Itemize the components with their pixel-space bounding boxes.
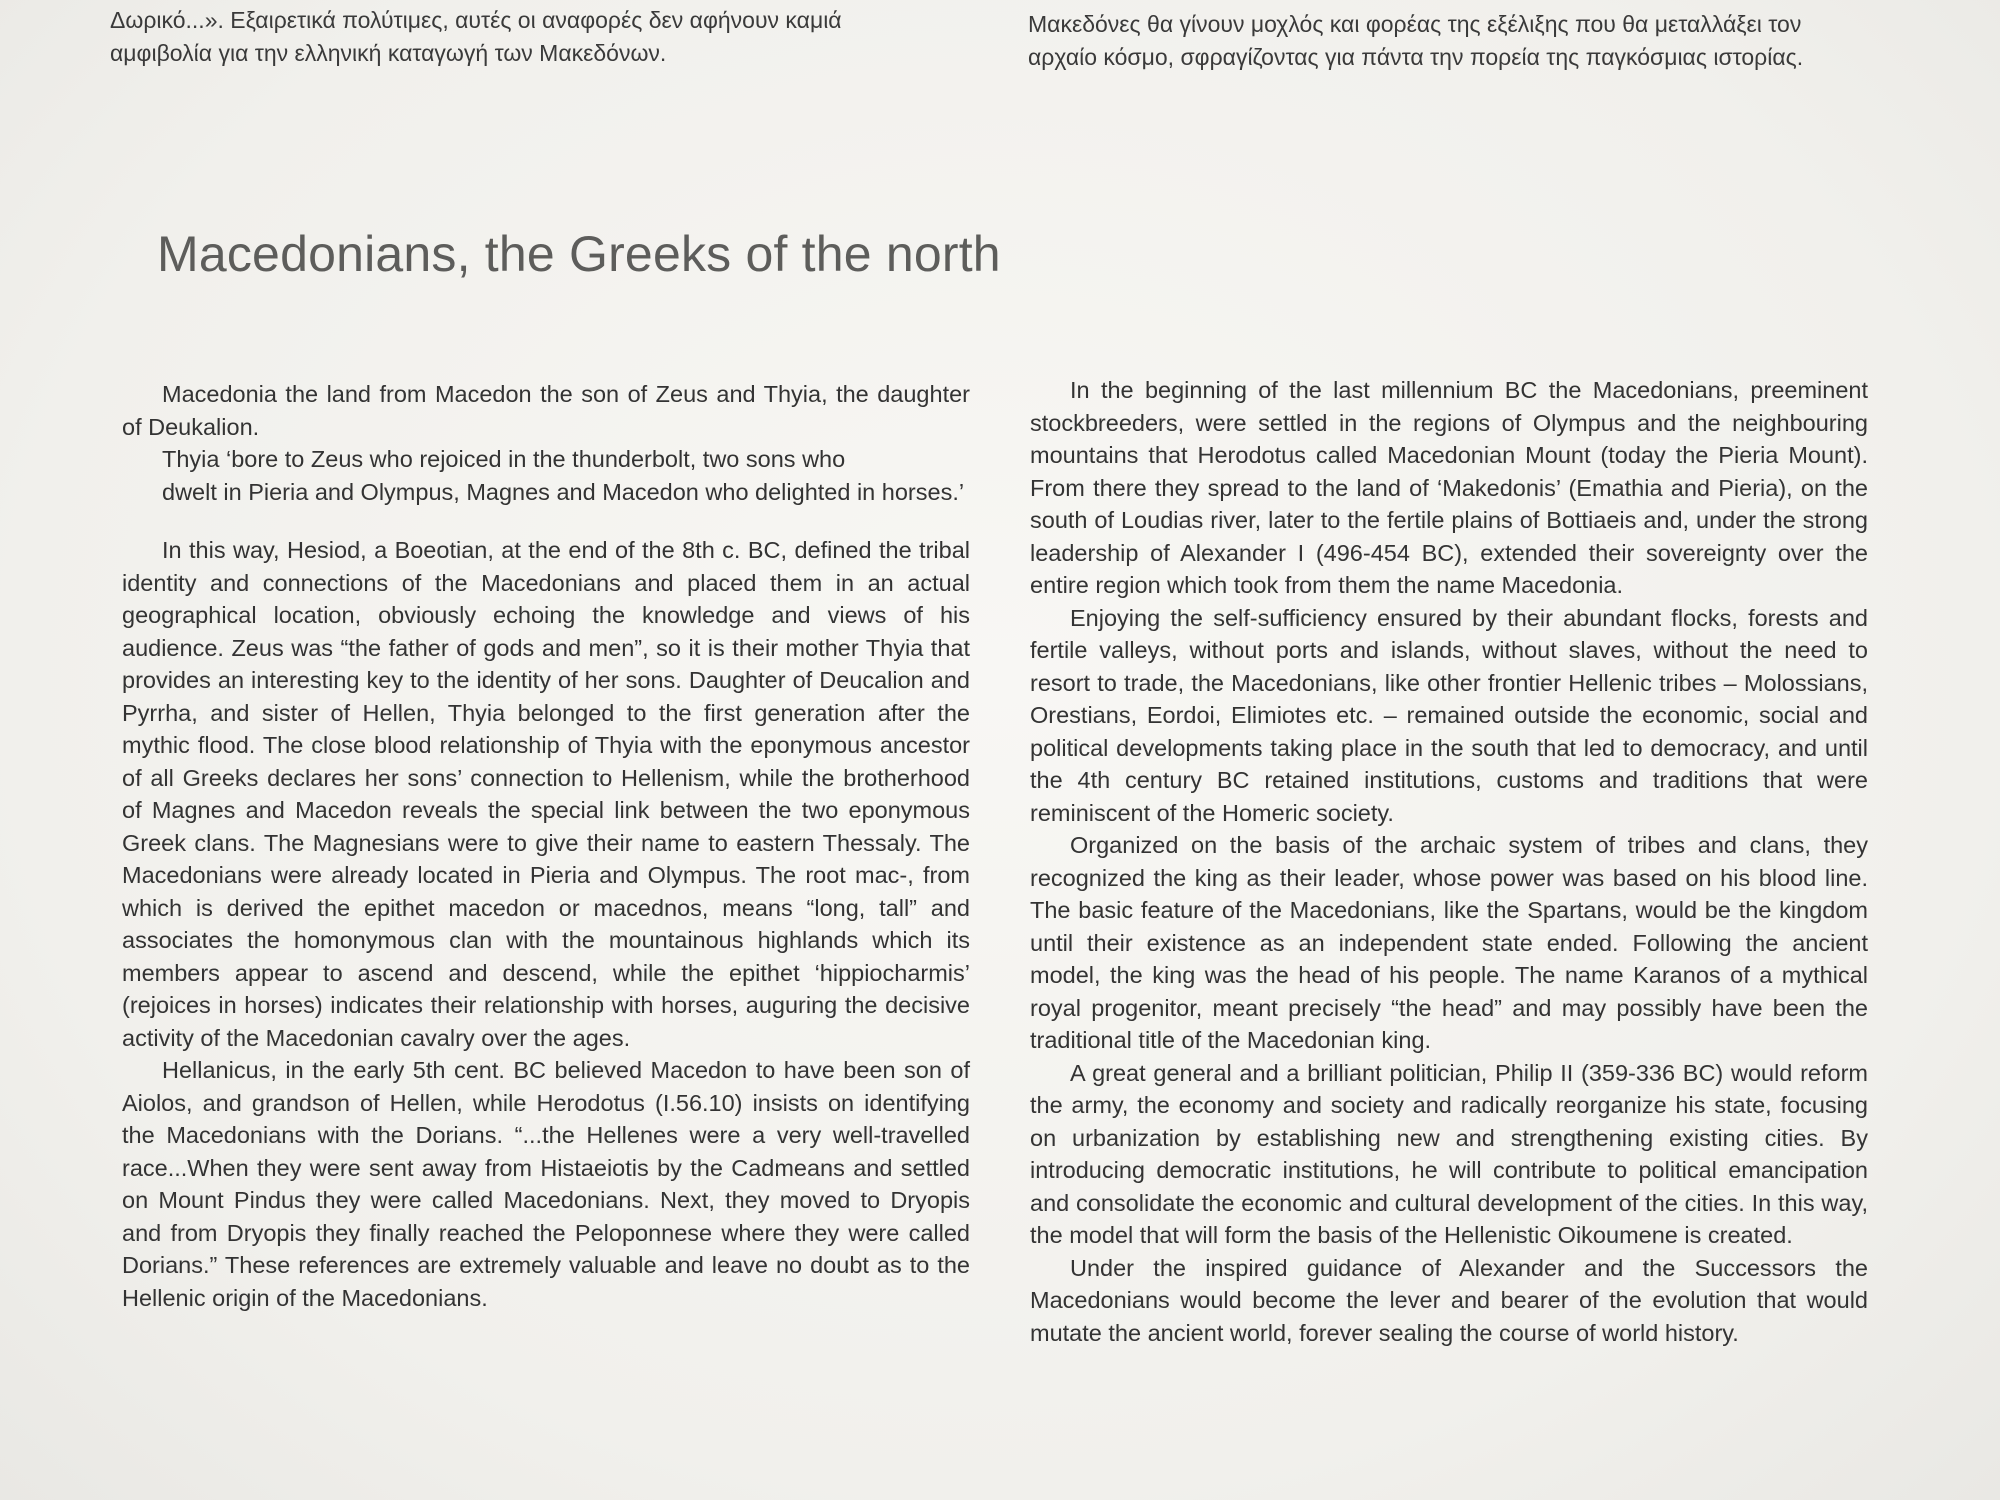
greek-text-fragment-right	[1028, 0, 1886, 74]
intro-paragraph: Macedonia the land from Macedon the son of Zeus and Thyia, the daughter of Deukalion.	[122, 381, 970, 440]
left-text-column	[122, 378, 970, 1314]
greek-line: Μακεδόνες θα γίνουν μοχλός και φορέας της εξέλιξης που θα μεταλλάξει τον	[1028, 11, 1802, 37]
paragraph: In the beginning of the last millennium BC the Macedonians, preeminent stockbreeders, were settled in the regions of Olympus and the neighbouring mountains that Herodotus called Macedonian Mount (today the Pieria Mount). From there they spread to the land of ‘Makedonis’ (Emathia and Pieria), on the south of Loudias river, later to the fertile plains of Bottiaeis and, under the strong leadership of Alexander I (496-454 BC), extended their sovereignty over the entire region which took from them the name Macedonia.	[1030, 377, 1868, 598]
paragraph: Organized on the basis of the archaic system of tribes and clans, they recognized the king as their leader, whose power was based on his blood line. The basic feature of the Macedonians, like the Spartans, would be the kingdom until their existence as an independent state ended. Following the ancient model, the king was the head of his people. The name Karanos of a mythical royal progenitor, meant precisely “the head” and may possibly have been the traditional title of the Macedonian king.	[1030, 832, 1868, 1053]
paragraph: Hellanicus, in the early 5th cent. BC believed Macedon to have been son of Aiolos, and grandson of Hellen, while Herodotus (I.56.10) insists on identifying the Macedonians with the Dorians. “...the Hellenes were a very well-travelled race...When they were sent away from Histaeiotis by the Cadmeans and settled on Mount Pindus they were called Macedonians. Next, they moved to Dryopis and from Dryopis they finally reached the Peloponnese where they were called Dorians.” These references are extremely valuable and leave no doubt as to the Hellenic origin of the Macedonians.	[122, 1057, 970, 1311]
greek-line: αρχαίο κόσμο, σφραγίζοντας για πάντα την πορεία της παγκόσμιας ιστορίας.	[1028, 44, 1804, 70]
paragraph: In this way, Hesiod, a Boeotian, at the end of the 8th c. BC, defined the tribal identity and connections of the Macedonians and placed them in an actual geographical location, obviously echoing the knowledge and views of his audience. Zeus was “the father of gods and men”, so it is their mother Thyia that provides an interesting key to the identity of her sons. Daughter of Deucalion and Pyrrha, and sister of Hellen, Thyia belonged to the first generation after the mythic flood. The close blood relationship of Thyia with the eponymous ancestor of all Greeks declares her sons’ connection to Hellenism, while the brotherhood of Magnes and Macedon reveals the special link between the two eponymous Greek clans. The Magnesians were to give their name to eastern Thessaly. The Macedonians were already located in Pieria and Olympus. The root mac-, from which is derived the epithet macedon or macednos, means “long, tall” and associates the homonymous clan with the mountainous highlands which its members appear to ascend and descend, while the epithet ‘hippiocharmis’ (rejoices in horses) indicates their relationship with horses, auguring the decisive activity of the Macedonian cavalry over the ages.	[122, 537, 970, 1051]
quote-line: dwelt in Pieria and Olympus, Magnes and Macedon who delighted in horses.’	[162, 478, 965, 505]
greek-text-fragment-left	[110, 0, 972, 70]
quote-line: Thyia ‘bore to Zeus who rejoiced in the thunderbolt, two sons who	[162, 446, 846, 472]
right-text-column	[1030, 374, 1868, 1349]
section-title: Macedonians, the Greeks of the north	[157, 226, 1001, 282]
paragraph: Under the inspired guidance of Alexander and the Successors the Macedonians would become the lever and bearer of the evolution that would mutate the ancient world, forever sealing the course of world history.	[1030, 1254, 1868, 1346]
greek-line: Δωρικό...». Εξαιρετικά πολύτιμες, αυτές οι αναφορές δεν αφήνουν καμιά	[110, 7, 842, 33]
paragraph: Enjoying the self-sufficiency ensured by their abundant flocks, forests and fertile valleys, without ports and islands, without slaves, without the need to resort to trade, the Macedonians, like other frontier Hellenic tribes – Molossians, Orestians, Eordoi, Elimiotes etc. – remained outside the economic, social and political developments taking place in the south that led to democracy, and until the 4th century BC retained institutions, customs and traditions that were reminiscent of the Homeric society.	[1030, 604, 1868, 826]
paragraph-gap	[122, 508, 970, 534]
paragraph: A great general and a brilliant politician, Philip II (359-336 BC) would reform the army, the economy and society and radically reorganize his state, focusing on urbanization by establishing new and strengthening existing cities. By introducing democratic institutions, he will contribute to political emancipation and consolidate the economic and cultural development of the cities. In this way, the model that will form the basis of the Hellenistic Oikoumene is created.	[1030, 1059, 1868, 1248]
greek-line: αμφιβολία για την ελληνική καταγωγή των Μακεδόνων.	[110, 40, 667, 66]
